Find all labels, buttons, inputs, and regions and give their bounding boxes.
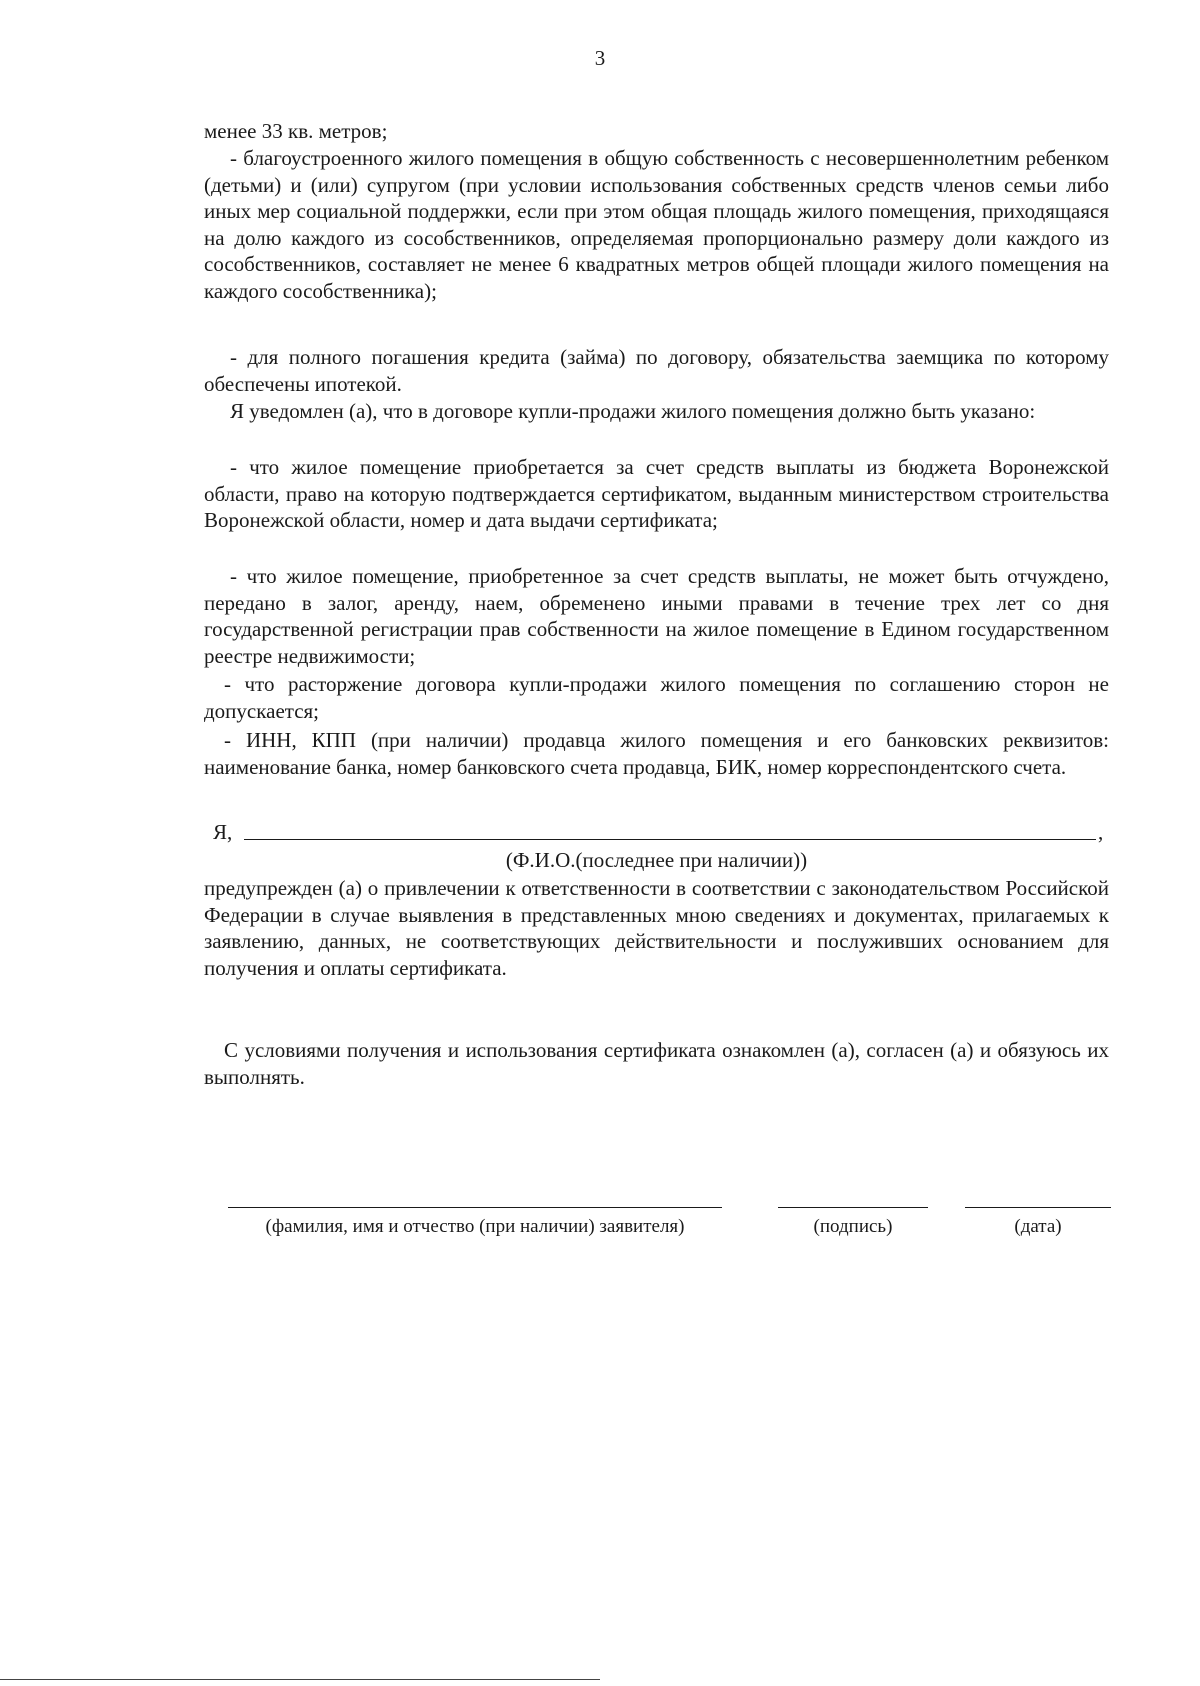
fio-suffix: , bbox=[1098, 820, 1104, 844]
date-caption: (дата) bbox=[1014, 1216, 1062, 1237]
paragraph-bank-details: - ИНН, КПП (при наличии) продавца жилого помещения и его банковских реквизитов: наименование банка, номер банковского счета продавца, БИК, номер корреспондентского счета. bbox=[204, 728, 1109, 779]
paragraph-notified: Я уведомлен (а), что в договоре купли-продажи жилого помещения должно быть указано: bbox=[230, 399, 1036, 423]
signature-line[interactable] bbox=[778, 1207, 928, 1208]
fio-caption: (Ф.И.О.(последнее при наличии)) bbox=[505, 848, 808, 872]
fio-prefix: Я, bbox=[213, 820, 233, 844]
applicant-name-caption: (фамилия, имя и отчество (при наличии) заявителя) bbox=[265, 1216, 685, 1237]
paragraph-shared-ownership: - благоустроенного жилого помещения в общую собственность с несовершеннолетним ребенком (детьми) и (или) супругом (при условии использования собственных средств членов семьи либо иных мер социальной поддержки, если при этом общая площадь жилого помещения, приходящаяся на долю каждого из сособственников, определяемая пропорционально размеру доли каждого из сособственников, составляет не менее 6 квадратных метров общей площади жилого помещения на каждого сособственника); bbox=[204, 146, 1109, 303]
paragraph-liability-warning: предупрежден (а) о привлечении к ответственности в соответствии с законодательством Российской Федерации в случае выявления в представленных мною сведениях и документах, прилагаемых к заявлению, данных, не соответствующих действительности и послуживших основанием для получения и оплаты сертификата. bbox=[204, 876, 1109, 980]
paragraph-agreement: С условиями получения и использования сертификата ознакомлен (а), согласен (а) и обязуюсь их выполнять. bbox=[204, 1038, 1109, 1089]
applicant-name-line[interactable] bbox=[228, 1207, 722, 1208]
footer-scan-rule bbox=[0, 1679, 600, 1680]
date-line[interactable] bbox=[965, 1207, 1111, 1208]
fio-input-line[interactable] bbox=[244, 839, 1096, 840]
paragraph-loan-repayment: - для полного погашения кредита (займа) по договору, обязательства заемщика по которому обеспечены ипотекой. bbox=[204, 345, 1109, 396]
paragraph-payment-source: - что жилое помещение приобретается за счет средств выплаты из бюджета Воронежской области, право на которую подтверждается сертификатом, выданным министерством строительства Воронежской области, номер и дата выдачи сертификата; bbox=[204, 455, 1109, 533]
page-number: 3 bbox=[594, 46, 606, 70]
paragraph-alienation-ban: - что жилое помещение, приобретенное за счет средств выплаты, не может быть отчуждено, передано в залог, аренду, наем, обременено иными правами в течение трех лет со дня государственной регистрации прав собственности на жилое помещение в Едином государственном реестре недвижимости; bbox=[204, 564, 1109, 668]
paragraph-termination-ban: - что расторжение договора купли-продажи жилого помещения по соглашению сторон не допускается; bbox=[204, 672, 1109, 723]
fio-row bbox=[204, 819, 1109, 845]
signature-caption: (подпись) bbox=[813, 1216, 893, 1237]
paragraph-area-end: менее 33 кв. метров; bbox=[204, 119, 388, 143]
